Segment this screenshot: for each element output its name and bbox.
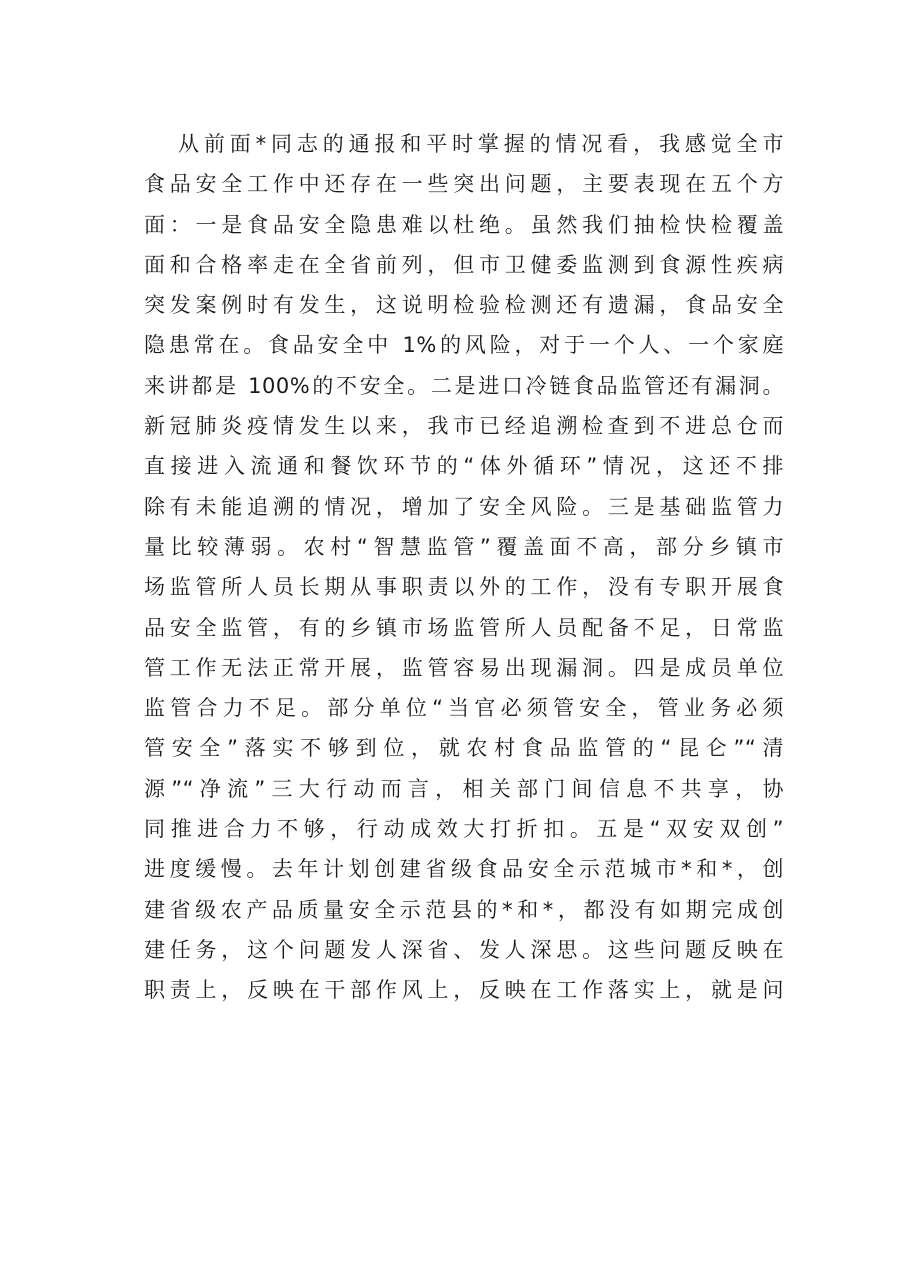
- text-line-19: 进度缓慢。去年计划创建省级食品安全示范城市*和*，创: [144, 857, 784, 882]
- text-line-5: 突发案例时有发生，这说明检验检测还有遗漏，食品安全: [144, 293, 784, 318]
- text-line-7: 来讲都是 100%的不安全。二是进口冷链食品监管还有漏洞。: [144, 373, 784, 398]
- text-line-1: 从前面*同志的通报和平时掌握的情况看，我感觉全市: [178, 132, 784, 156]
- text-line-16: 管安全”落实不够到位，就农村食品监管的“昆仑”“清: [144, 736, 784, 761]
- text-line-21: 建任务，这个问题发人深省、发人深思。这些问题反映在: [144, 937, 784, 962]
- text-line-15: 监管合力不足。部分单位“当官必须管安全，管业务必须: [144, 696, 784, 721]
- text-line-3: 面：一是食品安全隐患难以杜绝。虽然我们抽检快检覆盖: [144, 212, 784, 237]
- text-line-10: 除有未能追溯的情况，增加了安全风险。三是基础监管力: [144, 494, 784, 519]
- text-line-4: 面和合格率走在全省前列，但市卫健委监测到食源性疾病: [144, 252, 784, 277]
- text-line-17: 源”“净流”三大行动而言，相关部门间信息不共享，协: [144, 776, 784, 801]
- text-line-12: 场监管所人员长期从事职责以外的工作，没有专职开展食: [144, 575, 784, 600]
- text-line-14: 管工作无法正常开展，监管容易出现漏洞。四是成员单位: [144, 655, 784, 680]
- text-line-22: 职责上，反映在干部作风上，反映在工作落实上，就是问: [144, 978, 784, 1003]
- text-line-11: 量比较薄弱。农村“智慧监管”覆盖面不高，部分乡镇市: [144, 534, 784, 559]
- text-line-8: 新冠肺炎疫情发生以来，我市已经追溯检查到不进总仓而: [144, 414, 784, 439]
- text-line-20: 建省级农产品质量安全示范县的*和*，都没有如期完成创: [144, 897, 784, 922]
- text-line-6: 隐患常在。食品安全中 1%的风险，对于一个人、一个家庭: [144, 333, 784, 358]
- text-line-9: 直接进入流通和餐饮环节的“体外循环”情况，这还不排: [144, 454, 784, 479]
- body-paragraph: [144, 124, 784, 1011]
- text-line-2: 食品安全工作中还存在一些突出问题，主要表现在五个方: [144, 172, 784, 197]
- text-line-18: 同推进合力不够，行动成效大打折扣。五是“双安双创”: [144, 817, 784, 842]
- text-line-13: 品安全监管，有的乡镇市场监管所人员配备不足，日常监: [144, 615, 784, 640]
